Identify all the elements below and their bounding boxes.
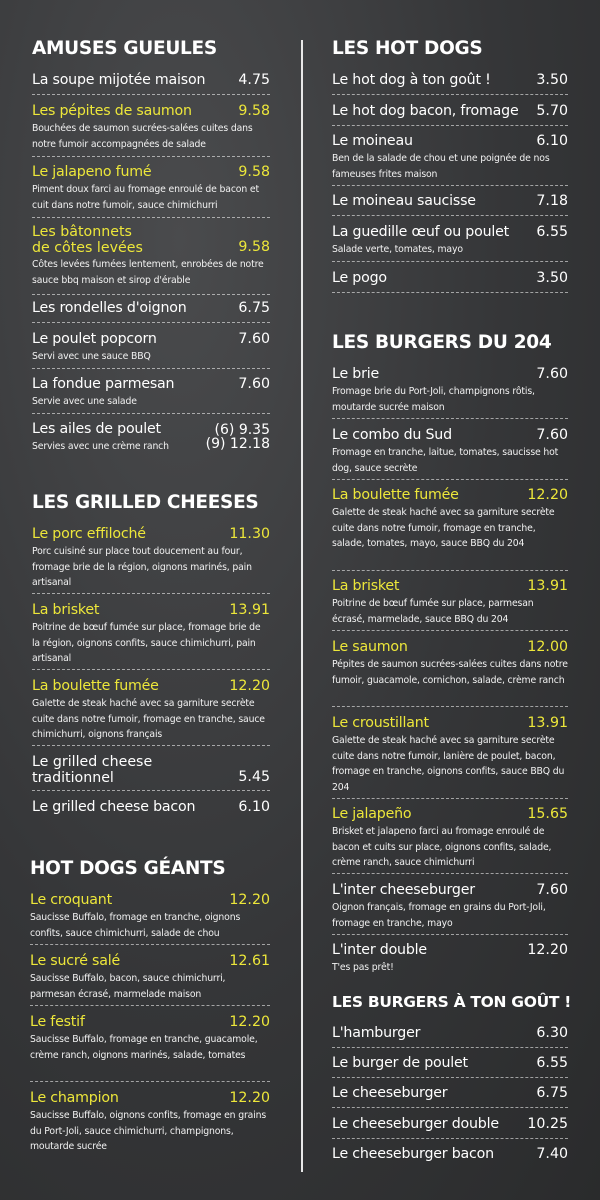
menu-item [30,953,270,1006]
item-description: Brisket et jalapeno farci au fromage enroulé de bacon et cuits sur place, oignons confits, salade, crème ranch, sauce chimichurri [332,826,552,868]
item-description: Servie avec une salade [32,396,137,407]
item-price: 7.60 [536,882,568,898]
section-title: HOT DOGS GÉANTS [30,858,226,879]
menu-item [32,754,270,791]
menu-item [32,72,270,95]
item-name: Le croustillant [332,715,429,731]
item-price-9: (9) 12.18 [205,436,270,452]
item-name: Le croquant [30,892,112,908]
item-price: 4.75 [238,72,270,88]
menu-item [32,164,270,218]
menu-item [332,639,568,707]
menu-item [332,578,568,631]
item-price: 7.60 [536,427,568,443]
menu-item [332,103,568,126]
item-price: 12.20 [229,892,270,908]
menu-item [30,1014,270,1082]
item-name: Le porc effiloché [32,526,146,542]
item-price: 12.20 [229,1014,270,1030]
item-price: 13.91 [527,715,568,731]
item-name-line1: Le grilled cheese [32,754,153,770]
menu-item [32,421,270,461]
menu-item [332,72,568,95]
item-price: 12.20 [229,1090,270,1106]
section-title: LES BURGERS DU 204 [332,332,552,353]
item-name: Le cheeseburger double [332,1116,499,1132]
menu-item [332,487,568,571]
item-price: 3.50 [536,270,568,286]
item-price: 7.60 [238,376,270,392]
item-name: La boulette fumée [32,678,159,694]
item-description: Salade verte, tomates, mayo [332,244,463,255]
item-description: Saucisse Buffalo, fromage en tranche, guacamole, crème ranch, oignons marinés, salade, tomates [30,1034,258,1061]
item-price: 7.60 [536,366,568,382]
section-title: LES HOT DOGS [332,38,483,59]
section-title: AMUSES GUEULES [32,38,217,59]
item-description: Saucisse Buffalo, fromage en tranche, oignons confits, sauce chimichurri, salade de chou [30,912,241,939]
item-name: La soupe mijotée maison [32,72,206,88]
item-price: 9.58 [238,239,270,255]
menu-item [332,1025,568,1048]
item-description: Saucisse Buffalo, bacon, sauce chimichurri, parmesan écrasé, marmelade maison [30,973,226,1000]
item-name: La fondue parmesan [32,376,175,392]
item-name: La brisket [32,602,100,618]
item-name: Le sucré salé [30,953,120,969]
item-name: L'hamburger [332,1025,421,1041]
item-name: Le combo du Sud [332,427,452,443]
item-price: 10.25 [527,1116,568,1132]
item-name: Le moineau saucisse [332,193,476,209]
menu-item [332,1116,568,1139]
item-price: 6.55 [536,224,568,240]
item-name: L'inter double [332,942,427,958]
item-price: 5.45 [238,769,270,785]
item-description: Galette de steak haché avec sa garniture secrète cuite dans notre fumoir, fromage en tranche, sauce chimichurri, oignons français [32,698,265,740]
menu-item [332,1146,568,1168]
item-price: 7.60 [238,331,270,347]
item-description: Fromage brie du Port-Joli, champignons rôtis, moutarde sucrée maison [332,386,535,413]
item-name: Le champion [30,1090,119,1106]
item-name: Le jalapeño [332,806,412,822]
menu-item [32,799,270,821]
menu-item [332,806,568,874]
item-name: Le hot dog bacon, fromage [332,103,519,119]
item-name: La guedille œuf ou poulet [332,224,510,240]
menu-item [30,1090,270,1157]
item-description: Ben de la salade de chou et une poignée de nos fameuses frites maison [332,153,550,180]
section-grilled-cheeses [32,492,270,514]
item-price: 13.91 [527,578,568,594]
item-name: La boulette fumée [332,487,459,503]
item-description: Poitrine de bœuf fumée sur place, parmesan écrasé, marmelade, sauce BBQ du 204 [332,598,534,625]
item-description: Bouchées de saumon sucrées-salées cuites dans notre fumoir accompagnées de salade [32,123,253,150]
menu-item [32,526,270,594]
item-description: Galette de steak haché avec sa garniture secrète cuite dans notre fumoir, lanière de poulet, bacon, fromage en tranche, oignons confits, sauce BBQ du 204 [332,735,565,793]
item-price: 9.58 [238,164,270,180]
item-name: Le pogo [332,270,387,286]
item-name-line2: de côtes levées [32,240,143,256]
column-divider [301,40,303,1172]
menu-item [32,300,270,323]
item-description: Poitrine de bœuf fumée sur place, fromage brie de la région, oignons confits, sauce chimichurri, pain artisanal [32,622,261,664]
item-name: L'inter cheeseburger [332,882,475,898]
item-name: Le jalapeno fumé [32,164,152,180]
item-name: Les pépites de saumon [32,103,192,119]
menu-item [332,193,568,216]
item-name-line2: traditionnel [32,770,114,786]
menu-item [32,331,270,369]
item-name: Le cheeseburger bacon [332,1146,494,1162]
item-price: 12.20 [229,678,270,694]
item-name: Le saumon [332,639,408,655]
section-hot-dogs-geants [30,858,270,880]
menu-item [332,270,568,293]
item-price: 7.40 [536,1146,568,1162]
item-description: Servies avec une crème ranch [32,441,169,452]
item-name: Le brie [332,366,380,382]
item-price: 7.18 [536,193,568,209]
menu-item [32,678,270,746]
item-price: 6.75 [536,1085,568,1101]
item-price: 6.10 [238,799,270,815]
item-name: Le poulet popcorn [32,331,157,347]
item-price: 6.55 [536,1055,568,1071]
menu-item [332,224,568,262]
menu-item [32,602,270,670]
menu-item [32,224,270,295]
item-name: Le grilled cheese bacon [32,799,196,815]
item-name: Le burger de poulet [332,1055,468,1071]
item-price: 12.20 [527,487,568,503]
menu-item [332,882,568,935]
item-description: Saucisse Buffalo, oignons confits, fromage en grains du Port-Joli, sauce chimichurri, champignons, moutarde sucrée [30,1110,267,1152]
menu-item [332,1085,568,1108]
item-price: 6.75 [238,300,270,316]
item-description: Piment doux farci au fromage enroulé de bacon et cuit dans notre fumoir, sauce chimichurri [32,184,259,211]
section-burgers-du-204 [332,332,568,354]
item-description: Pépites de saumon sucrées-salées cuites dans notre fumoir, guacamole, cornichon, salade, crème ranch [332,659,568,686]
section-title: LES GRILLED CHEESES [32,492,259,513]
item-description: Porc cuisiné sur place tout doucement au four, fromage brie de la région, oignons marinés, pain artisanal [32,546,252,588]
item-description: Côtes levées fumées lentement, enrobées de notre sauce bbq maison et sirop d'érable [32,259,264,286]
section-title: LES BURGERS À TON GOÛT ! [332,993,571,1011]
section-amuses-gueules [32,38,270,60]
menu-item [332,715,568,799]
item-name: Les rondelles d'oignon [32,300,187,316]
item-price: 3.50 [536,72,568,88]
menu-item [332,942,568,979]
item-price: 11.30 [229,526,270,542]
item-price: 12.00 [527,639,568,655]
item-name-line1: Les bâtonnets [32,224,132,240]
item-price: 6.10 [536,133,568,149]
item-name: Le hot dog à ton goût ! [332,72,491,88]
menu-item [332,427,568,480]
item-price: 5.70 [536,103,568,119]
item-name: Le cheeseburger [332,1085,448,1101]
menu-item [32,103,270,157]
item-name: Le festif [30,1014,85,1030]
item-description: Servi avec une sauce BBQ [32,351,151,362]
item-price: 12.20 [527,942,568,958]
item-name: Le moineau [332,133,413,149]
item-price: 15.65 [527,806,568,822]
menu-item [30,892,270,945]
menu-item [332,366,568,419]
menu-item [32,376,270,414]
item-description: T'es pas prêt! [332,962,394,973]
item-description: Galette de steak haché avec sa garniture secrète cuite dans notre fumoir, fromage en tranche, salade, tomates, mayo, sauce BBQ du 204 [332,507,555,549]
item-price: 9.58 [238,103,270,119]
item-price-6: (6) 9.35 [214,422,270,438]
item-name: La brisket [332,578,400,594]
item-name: Les ailes de poulet [32,421,161,437]
section-les-hot-dogs [332,38,568,60]
item-price: 12.61 [229,953,270,969]
item-description: Oignon français, fromage en grains du Port-Joli, fromage en tranche, mayo [332,902,546,929]
menu-item [332,133,568,186]
item-description: Fromage en tranche, laitue, tomates, saucisse hot dog, sauce secrète [332,447,559,474]
section-burgers-a-ton-gout [332,991,571,1013]
item-price: 6.30 [536,1025,568,1041]
item-price: 13.91 [229,602,270,618]
menu-item [332,1055,568,1078]
